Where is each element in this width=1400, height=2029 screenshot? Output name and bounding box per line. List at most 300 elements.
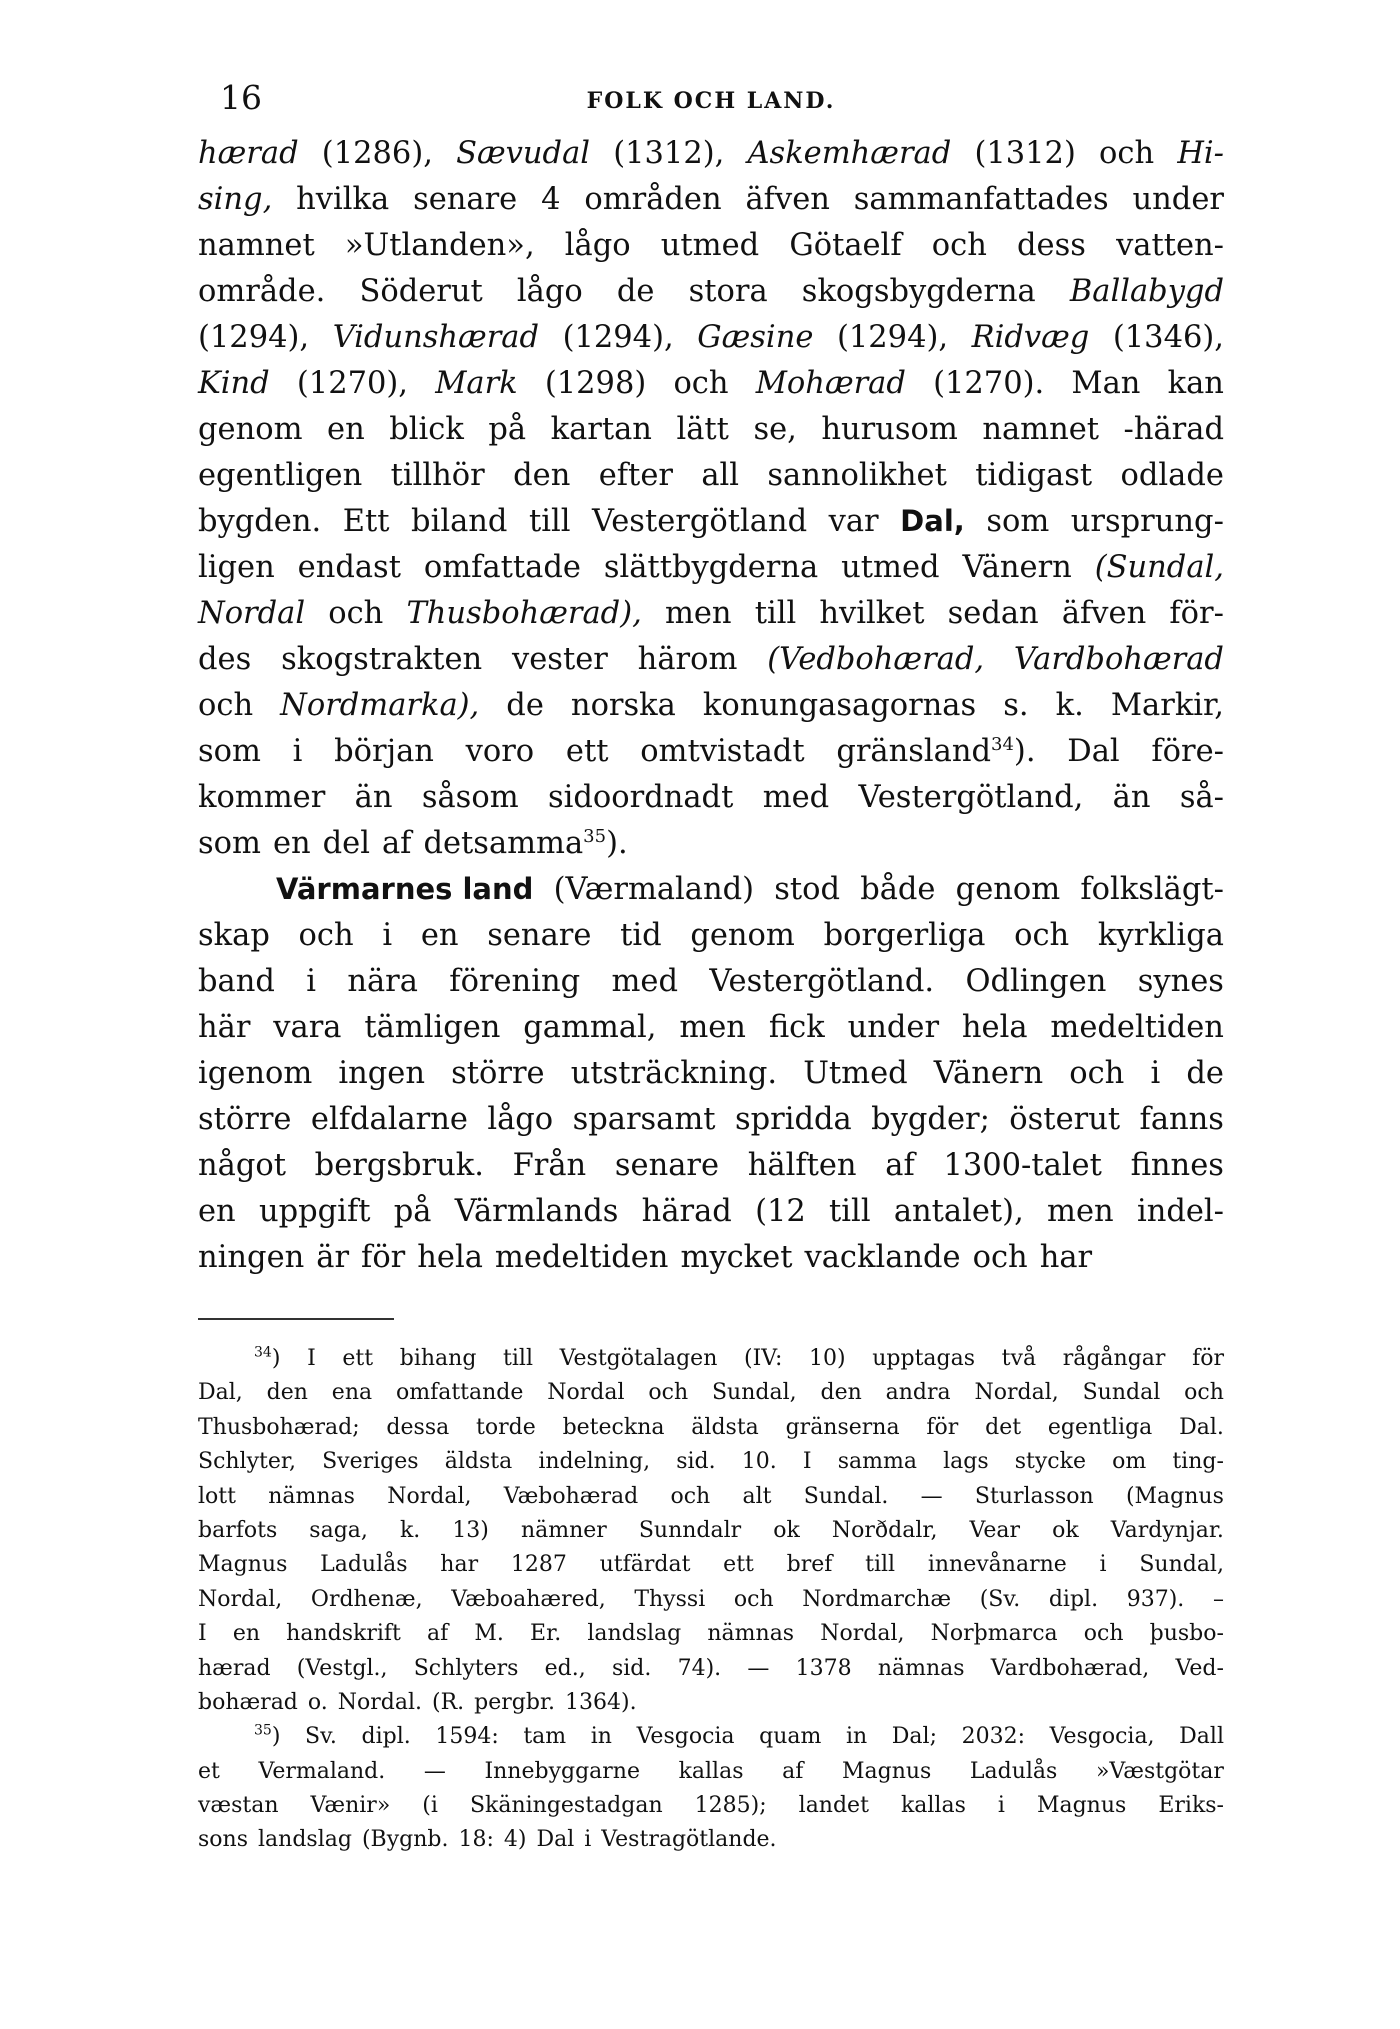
footnote-word: Dal (536, 1827, 575, 1853)
body-word: Gæsine (697, 320, 814, 355)
footnote-word: om (1112, 1449, 1147, 1475)
footnote-word: egentliga (1047, 1414, 1153, 1440)
body-word: genom (690, 918, 795, 953)
footnote-line (198, 1656, 1224, 1690)
body-word: norska (570, 688, 676, 723)
body-word: Vestergötland, (858, 780, 1084, 815)
footnote-word: och (1083, 1621, 1124, 1647)
body-word: Utmed (803, 1056, 908, 1091)
footnote-word: (IV: (744, 1346, 783, 1371)
body-line (198, 918, 1224, 964)
page-header (198, 78, 1224, 124)
footnote-word: Dall (1179, 1724, 1224, 1750)
body-word: borgerliga (823, 918, 986, 953)
footnote-word: Skäningestadgan (469, 1793, 663, 1819)
body-word: den (513, 458, 571, 493)
footnote-word: pergbr. (474, 1689, 556, 1715)
footnote-word: har (440, 1552, 479, 1578)
footnote-word: bihang (399, 1346, 477, 1371)
body-word: något (198, 1148, 286, 1183)
footnote-word: upptagas (872, 1346, 976, 1371)
body-word: Askemhærad (747, 136, 952, 171)
footnote-word: Norþmarca (930, 1621, 1058, 1647)
body-word: ningen (198, 1240, 305, 1275)
body-word: är (316, 1240, 350, 1275)
body-word: (12 (755, 1194, 806, 1229)
footnote-word: – (1212, 1586, 1224, 1612)
body-word: medeltiden (494, 1240, 669, 1275)
body-word: på (488, 412, 527, 447)
body-word: tidigast (975, 458, 1093, 493)
footnote-marker: 34 (991, 733, 1014, 755)
body-word: uppgift (258, 1194, 371, 1229)
footnote-word: alt (742, 1483, 772, 1509)
footnote-word: Vesgocia (636, 1724, 735, 1750)
footnote-word: för (926, 1414, 959, 1440)
body-word: Mohærad (755, 366, 906, 401)
body-word: en (327, 412, 365, 447)
body-word: namnet (198, 228, 315, 263)
body-line (198, 964, 1224, 1010)
body-word: senare (487, 918, 592, 953)
body-word: vacklande (804, 1240, 961, 1275)
body-word: bergsbruk. (314, 1148, 484, 1183)
body-word: Ridvæg (971, 320, 1090, 355)
body-word: Kind (198, 366, 270, 401)
body-word: en (272, 826, 311, 861)
body-word: 4 (541, 182, 561, 217)
body-word: (Vedbohærad, (767, 642, 985, 677)
footnote-word: nämnas (268, 1483, 355, 1509)
footnote-word: beteckna (562, 1414, 665, 1440)
body-word: konungasagornas (702, 688, 977, 723)
footnote-word: det (985, 1414, 1022, 1440)
body-word: hela (417, 1240, 483, 1275)
body-word: Odlingen (965, 964, 1107, 999)
footnote-word: andra (885, 1380, 951, 1406)
body-word: hvilka (296, 182, 390, 217)
footnote-word: Nordal (547, 1380, 625, 1406)
footnote-word: 4) (503, 1827, 527, 1853)
footnote-word: Eriks- (1158, 1793, 1224, 1819)
body-word: all (701, 458, 740, 493)
footnote-line (198, 1346, 1224, 1380)
footnote-word: 1287 (510, 1552, 567, 1578)
footnote-word: lott (198, 1483, 236, 1509)
footnote-line (198, 1518, 1224, 1552)
footnote-word: Dal; (891, 1724, 937, 1750)
body-word: lågo (516, 274, 583, 309)
body-word: kartan (550, 412, 652, 447)
body-word: af (885, 1148, 915, 1183)
footnote-word: o. (307, 1689, 328, 1715)
footnote-word: tam (523, 1724, 567, 1750)
body-word: än (1112, 780, 1151, 815)
footnote-marker: 34 (254, 1344, 272, 1361)
footnote-word: Sundal (1082, 1380, 1161, 1406)
footnote-word: Sundal, (1139, 1552, 1224, 1578)
body-word: Ett (342, 504, 390, 539)
body-line (198, 1240, 1224, 1286)
footnote-word: Er. (530, 1621, 562, 1647)
body-word: vatten- (1116, 228, 1224, 263)
body-word: sing, (198, 182, 273, 217)
footnote-word: till (503, 1346, 533, 1371)
body-word: (1294), (562, 320, 674, 355)
body-word: gammal, (523, 1010, 657, 1045)
footnote-word: (Vestgl., (296, 1655, 388, 1681)
footnote-word: k. (399, 1517, 421, 1543)
body-word: områden (584, 182, 722, 217)
body-line (198, 1148, 1224, 1194)
body-line (198, 780, 1224, 826)
footnote-word: i (1099, 1552, 1107, 1578)
footnote-word: och (1184, 1380, 1224, 1406)
body-word: nära (347, 964, 418, 999)
body-word: sedan (947, 596, 1039, 631)
footnote-word: innevånarne (927, 1552, 1067, 1578)
footnote-word: — (423, 1758, 446, 1784)
body-word: och (1099, 136, 1155, 171)
body-line (198, 1102, 1224, 1148)
body-word: före- (1151, 734, 1224, 769)
body-word: (1294), (198, 320, 310, 355)
footnote-word: ok (773, 1517, 800, 1543)
footnote-word: hærad (198, 1655, 271, 1681)
body-word: för- (1169, 596, 1224, 631)
footnote-word: saga, (309, 1517, 368, 1543)
body-word: endast (297, 550, 401, 585)
body-word: s. (1003, 688, 1029, 723)
footnote-line (198, 1724, 1224, 1758)
body-word: (1312), (613, 136, 725, 171)
body-word: österut (1009, 1102, 1121, 1137)
footnote-line (198, 1552, 1224, 1586)
body-word: (1294), (836, 320, 949, 355)
footnote-word: I (802, 1449, 812, 1475)
body-word: medeltiden (1050, 1010, 1224, 1045)
footnote-word: (Magnus (1125, 1483, 1224, 1509)
body-word: Vänern (962, 550, 1072, 585)
body-word: del (322, 826, 370, 861)
body-word: Man (1071, 366, 1141, 401)
footnote-word: Vardynjar. (1110, 1517, 1224, 1543)
body-word: (1270). (933, 366, 1045, 401)
body-word: (Sundal, (1094, 550, 1224, 585)
body-word: så- (1179, 780, 1224, 815)
body-word: härad (641, 1194, 732, 1229)
footnote-word: Vermaland. (258, 1758, 386, 1784)
body-word: och (673, 366, 729, 401)
body-word: se, (753, 412, 797, 447)
body-word: bygder; (871, 1102, 990, 1137)
footnote-word: — (747, 1655, 770, 1681)
body-line (198, 734, 1224, 780)
footnote-line (198, 1690, 1224, 1724)
body-line (198, 274, 1224, 320)
body-word: men (1047, 1194, 1114, 1229)
body-word: och (298, 918, 354, 953)
body-word: under (847, 1010, 940, 1045)
body-word: utsträckning. (570, 1056, 778, 1091)
body-word: på (393, 1194, 432, 1229)
body-word: hälften (747, 1148, 857, 1183)
body-word: för (361, 1240, 406, 1275)
body-word: Dal (1067, 734, 1120, 769)
body-word: till (754, 596, 797, 631)
footnote-word: äldsta (444, 1449, 513, 1475)
body-line (198, 320, 1224, 366)
footnote-word: quam (759, 1724, 822, 1750)
body-word: spridda (734, 1102, 852, 1137)
body-line (198, 1010, 1224, 1056)
footnote-line (198, 1621, 1224, 1655)
body-word: indel- (1136, 1194, 1224, 1229)
footnote-word: Dal, (198, 1380, 243, 1406)
footnote-word: ett (723, 1552, 754, 1578)
body-word: Vestergötland (592, 504, 808, 539)
body-word: i (306, 964, 316, 999)
body-word: de (616, 274, 655, 309)
footnote-line (198, 1380, 1224, 1414)
footnote-word: och (648, 1380, 689, 1406)
body-word: namnet (982, 412, 1100, 447)
footnote-word: utfärdat (599, 1552, 691, 1578)
footnote-word: indelning, (538, 1449, 651, 1475)
body-word: voro (465, 734, 535, 769)
body-line (198, 550, 1224, 596)
footnote-word: två (1001, 1346, 1037, 1371)
footnote-word: 13) (452, 1517, 489, 1543)
footnote-word: kallas (900, 1793, 966, 1819)
body-word: under (1132, 182, 1224, 217)
body-word: och (972, 1240, 1028, 1275)
footnote-word: af (426, 1621, 449, 1647)
body-word: var (828, 504, 879, 539)
footnote-word: Thyssi (634, 1586, 706, 1612)
footnote-word: Innebyggarne (484, 1758, 640, 1784)
footnote-word: Væbohærad (503, 1483, 639, 1509)
footnote-word: ett (342, 1346, 374, 1371)
body-word: sidoordnadt (547, 780, 734, 815)
footnote-word: kallas (678, 1758, 744, 1784)
body-word: fanns (1139, 1102, 1224, 1137)
body-line (198, 182, 1224, 228)
body-word: Vidunshærad (332, 320, 539, 355)
footnote-marker: 35 (583, 825, 607, 847)
body-word: genom (955, 872, 1061, 907)
body-word: odlade (1120, 458, 1224, 493)
body-word: i (1150, 1056, 1161, 1091)
body-word: ligen (198, 550, 275, 585)
body-word: förening (449, 964, 581, 999)
footnote-word: Vestragötlande. (601, 1827, 777, 1853)
footnote-word: landet (798, 1793, 869, 1819)
body-word: utmed (660, 228, 760, 263)
footnote-word: Vestgötalagen (559, 1346, 718, 1371)
body-word: Vardbohærad (1013, 642, 1224, 677)
body-word: af (381, 826, 412, 861)
footnote-word: M. (474, 1621, 504, 1647)
body-word: Thusbohærad), (406, 596, 642, 631)
footnote-word: handskrift (286, 1621, 401, 1647)
footnote-word: lags (943, 1449, 989, 1475)
footnote-word: ena (331, 1380, 373, 1406)
footnote-word: Ladulås (969, 1758, 1058, 1784)
body-word: som (986, 504, 1050, 539)
body-word: senare (413, 182, 518, 217)
body-word: dess (1017, 228, 1086, 263)
body-word: antalet), (893, 1194, 1024, 1229)
footnote-word: stycke (1014, 1449, 1086, 1475)
body-word: ursprung- (1070, 504, 1224, 539)
body-word: till (829, 1194, 871, 1229)
footnote-word: 74). (677, 1655, 722, 1681)
footnote-word: (R. (432, 1689, 465, 1715)
body-word: har (1039, 1240, 1093, 1275)
footnote-line (198, 1759, 1224, 1793)
body-word: bygden. (198, 504, 322, 539)
footnote-word: Vesgocia, (1049, 1724, 1155, 1750)
footnote-word: Sunndalr (638, 1517, 742, 1543)
body-word: och (198, 688, 254, 723)
body-word: omfattade (423, 550, 581, 585)
body-word: sannolikhet (767, 458, 947, 493)
footnote-word: — (920, 1483, 943, 1509)
footnote-word: omfattande (395, 1380, 524, 1406)
footnote-word: Ladulås (320, 1552, 408, 1578)
body-word: (1312) (974, 136, 1076, 171)
body-line (198, 1194, 1224, 1240)
footnote-word: dipl. (361, 1724, 411, 1750)
body-word: skap (198, 918, 270, 953)
body-word: än (354, 780, 393, 815)
footnote-word: dessa (386, 1414, 450, 1440)
footnote-word: Nordal, (820, 1621, 905, 1647)
body-line (198, 458, 1224, 504)
body-word: Dal, (900, 504, 965, 538)
footnote-word: äldsta (691, 1414, 759, 1440)
footnote-marker: 35 (254, 1722, 272, 1739)
body-word: de (506, 688, 544, 723)
body-word: men (679, 1010, 746, 1045)
footnote-word: 18: (458, 1827, 494, 1853)
footnote-word: bref (786, 1552, 833, 1578)
footnote-word: till (865, 1552, 896, 1578)
footnote-line (198, 1587, 1224, 1621)
body-word: Markir, (1110, 688, 1224, 723)
body-word: och (931, 228, 987, 263)
body-word: och (328, 596, 384, 631)
footnote-word: 1378 (795, 1655, 852, 1681)
body-word: mycket (680, 1240, 793, 1275)
body-word: Värmlands (454, 1194, 619, 1229)
footnote-word: Nordal, (198, 1586, 283, 1612)
body-word: biland (411, 504, 508, 539)
body-word: utmed (841, 550, 940, 585)
footnote-word: sid. (676, 1449, 716, 1475)
body-word: des (198, 642, 252, 677)
body-word: större (198, 1102, 292, 1137)
footnote-word: Sundal. (803, 1483, 889, 1509)
body-word: senare (614, 1148, 720, 1183)
footnote-word: 10. (741, 1449, 777, 1475)
footnote-word: Vardbohærad, (990, 1655, 1150, 1681)
footnote-word: nämner (520, 1517, 607, 1543)
footnote-word: 2032: (961, 1724, 1025, 1750)
body-word: Götaelf (789, 228, 902, 263)
footnote-word: en (232, 1621, 261, 1647)
footnote-word: Schlyters (413, 1655, 519, 1681)
body-word: skogstrakten (281, 642, 483, 677)
body-word: både (860, 872, 936, 907)
body-word: Sævudal (456, 136, 591, 171)
body-word: med (611, 964, 678, 999)
running-title: FOLK OCH LAND. (586, 88, 836, 114)
footnote-word: Vear (969, 1517, 1021, 1543)
body-word: efter (598, 458, 673, 493)
body-word: större (451, 1056, 545, 1091)
footnote-word: och (670, 1483, 711, 1509)
body-word: till (528, 504, 571, 539)
body-line (198, 228, 1224, 274)
footnote-word: nämnas (877, 1655, 965, 1681)
footnote-word: Dal. (1179, 1414, 1224, 1440)
body-word: skogsbygderna (801, 274, 1036, 309)
body-line (198, 688, 1224, 734)
body-word: kan (1167, 366, 1224, 401)
body-word: och (1014, 918, 1070, 953)
body-word: härom (637, 642, 738, 677)
footnote-word: (Sv. (979, 1586, 1021, 1612)
body-word: detsamma$^{35}$). (423, 825, 628, 861)
body-word: tämligen (364, 1010, 501, 1045)
body-line (198, 504, 1224, 550)
footnote-word: Schlyter, (198, 1449, 296, 1475)
body-word: Nordmarka), (280, 688, 480, 723)
body-text (198, 136, 1224, 1286)
footnote-word: af (782, 1758, 804, 1784)
footnote-word: in (845, 1724, 868, 1750)
footnote-word: Nordal. (337, 1689, 423, 1715)
body-line (198, 872, 1224, 918)
footnote-word: landslag (587, 1621, 682, 1647)
body-line (198, 412, 1224, 458)
body-line (198, 596, 1224, 642)
body-word: hvilket (819, 596, 925, 631)
footnote-word: 937). (1126, 1586, 1185, 1612)
footnote-word: torde (476, 1414, 536, 1440)
footnote-word: Sveriges (322, 1449, 419, 1475)
footnote-word: Sv. (305, 1724, 337, 1750)
body-word: lågo (564, 228, 631, 263)
body-word: synes (1137, 964, 1224, 999)
footnote-word: bohærad (198, 1689, 298, 1715)
body-word: såsom (421, 780, 519, 815)
footnote-word: Nordal, (974, 1380, 1059, 1406)
body-word: Från (512, 1148, 587, 1183)
body-word: omtvistadt (640, 734, 805, 769)
footnote-word: barfots (198, 1517, 278, 1543)
body-word: Värmarnes land (276, 872, 534, 906)
body-word: tillhör (390, 458, 485, 493)
footnote-word: sons (198, 1827, 248, 1853)
body-word: en (420, 918, 459, 953)
body-word: men (664, 596, 732, 631)
footnote-word: Sundal, (711, 1380, 797, 1406)
footnote-word: I (198, 1621, 207, 1647)
footnote-word: 10) (809, 1346, 846, 1371)
